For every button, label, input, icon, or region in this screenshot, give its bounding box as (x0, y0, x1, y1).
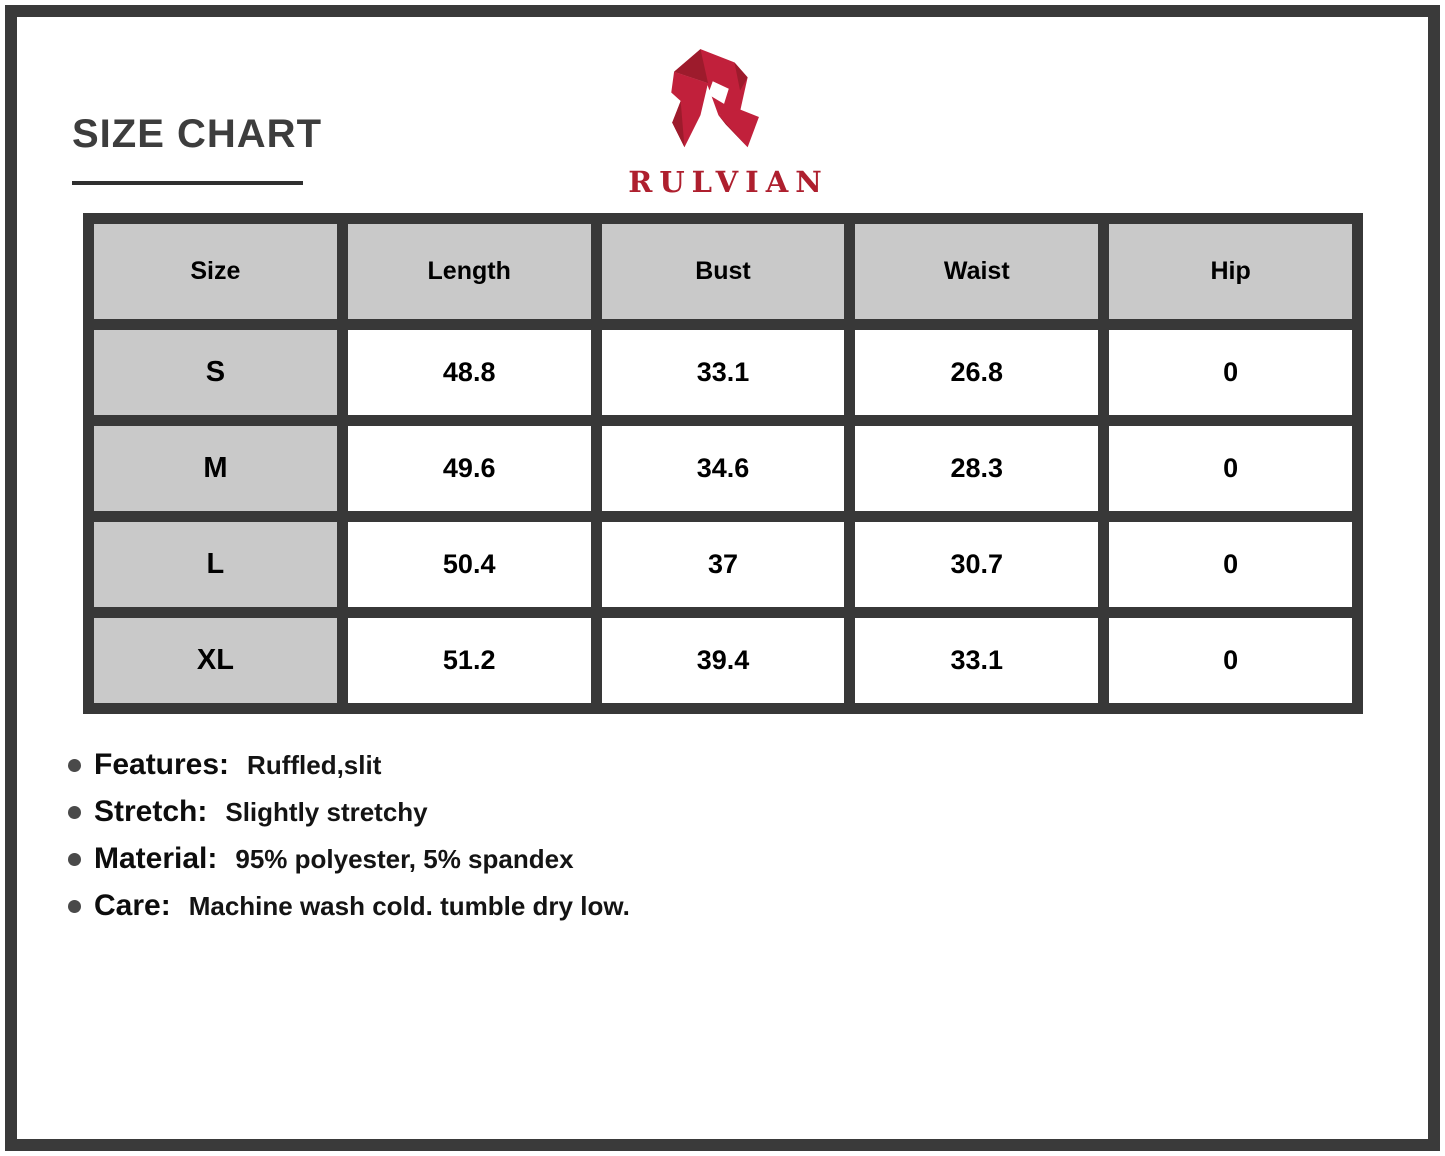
size-table (83, 213, 1363, 714)
product-details-list (68, 748, 630, 923)
col-header-waist: Waist (855, 224, 1098, 319)
row-l-length: 50.4 (348, 522, 591, 607)
col-header-bust: Bust (602, 224, 845, 319)
detail-care (68, 889, 630, 923)
row-m-bust: 34.6 (602, 426, 845, 511)
row-xl-bust: 39.4 (602, 618, 845, 703)
col-header-length: Length (348, 224, 591, 319)
row-xl-size: XL (94, 618, 337, 703)
detail-material (68, 842, 630, 876)
detail-value: Slightly stretchy (225, 797, 428, 827)
detail-label: Features: (94, 748, 230, 781)
bullet-dot-icon (68, 806, 81, 819)
row-s-waist: 26.8 (855, 330, 1098, 415)
brand-logo (585, 38, 865, 199)
detail-value: Machine wash cold. tumble dry low. (188, 891, 630, 921)
row-m-hip: 0 (1109, 426, 1352, 511)
bullet-dot-icon (68, 900, 81, 913)
row-xl-hip: 0 (1109, 618, 1352, 703)
page-title: SIZE CHART (72, 112, 322, 156)
col-header-hip: Hip (1109, 224, 1352, 319)
detail-value: Ruffled,slit (247, 750, 382, 780)
detail-stretch (68, 795, 630, 829)
detail-label: Material: (94, 842, 218, 875)
brand-r-mark-icon (659, 38, 791, 164)
col-header-size: Size (94, 224, 337, 319)
bullet-dot-icon (68, 853, 81, 866)
detail-label: Care: (94, 889, 171, 922)
row-s-length: 48.8 (348, 330, 591, 415)
row-xl-waist: 33.1 (855, 618, 1098, 703)
row-m-size: M (94, 426, 337, 511)
row-l-bust: 37 (602, 522, 845, 607)
row-s-bust: 33.1 (602, 330, 845, 415)
detail-features (68, 748, 630, 782)
brand-wordmark: RULVIAN (628, 165, 829, 199)
row-s-hip: 0 (1109, 330, 1352, 415)
row-m-waist: 28.3 (855, 426, 1098, 511)
detail-value: 95% polyester, 5% spandex (235, 844, 574, 874)
row-m-length: 49.6 (348, 426, 591, 511)
detail-label: Stretch: (94, 795, 208, 828)
title-underline (72, 181, 303, 185)
bullet-dot-icon (68, 759, 81, 772)
row-xl-length: 51.2 (348, 618, 591, 703)
row-l-waist: 30.7 (855, 522, 1098, 607)
row-l-size: L (94, 522, 337, 607)
row-l-hip: 0 (1109, 522, 1352, 607)
row-s-size: S (94, 330, 337, 415)
